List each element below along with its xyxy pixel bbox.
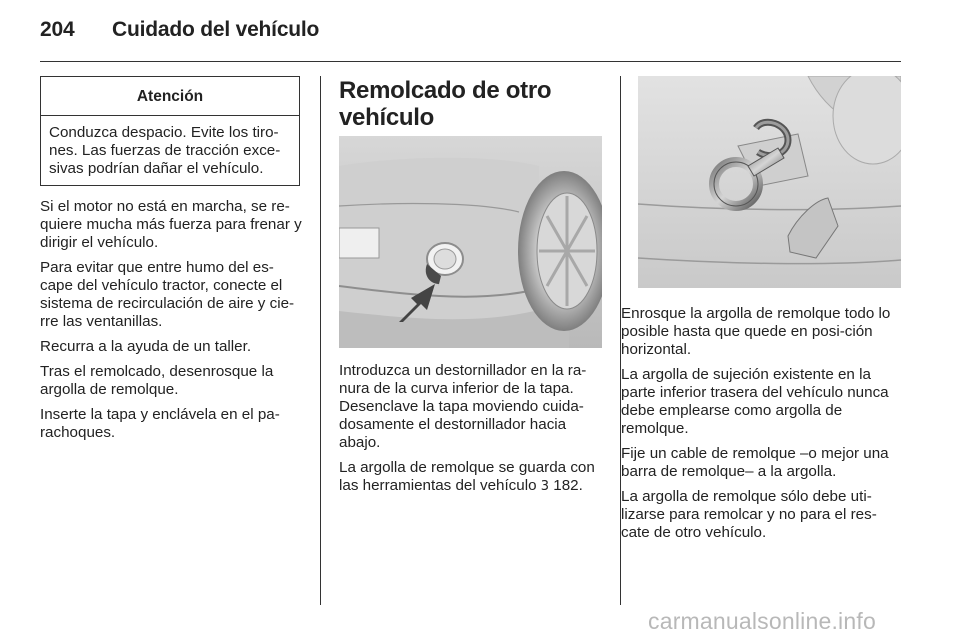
paragraph: Para evitar que entre humo del es-cape del vehículo tractor, conecte el sistema de recirculación de aire y cie-rre las ventanillas. [40,259,295,330]
page-number: 204 [40,18,75,41]
paragraph: Tras el remolcado, desenrosque la argolla de remolque. [40,363,274,398]
left-column [40,198,302,449]
page-header [40,18,319,42]
tow-eye-illustration [638,76,901,288]
arrow-reference-icon[interactable]: 3 [540,479,550,494]
paragraph: Si el motor no está en marcha, se re-quiere mucha más fuerza para frenar y dirigir el vehículo. [40,198,302,251]
paragraph-text: La argolla de remolque se guarda con las herramientas del vehículo [339,459,595,494]
paragraph: Fije un cable de remolque –o mejor una barra de remolque– a la argolla. [621,445,889,480]
warning-body: Conduzca despacio. Evite los tiro-nes. Las fuerzas de tracción exce-sivas podrían dañar el vehículo. [49,124,281,177]
bumper-illustration [339,136,602,348]
warning-title: Atención [41,77,299,116]
paragraph: La argolla de remolque sólo debe uti-lizarse para remolcar y no para el res-cate de otro vehículo. [621,488,877,541]
reference-page[interactable]: 182. [549,477,583,494]
paragraph: Inserte la tapa y enclávela en el pa-rachoques. [40,406,280,441]
header-divider [40,61,901,62]
middle-column-text [339,362,605,503]
paragraph: Enrosque la argolla de remolque todo lo posible hasta que quede en posi-ción horizontal. [621,305,891,358]
paragraph: Introduzca un destornillador en la ra-nura de la curva inferior de la tapa. Desenclave la tapa moviendo cuida-dosamente el destornillador hacia abajo. [339,362,587,451]
column-divider-left [320,76,321,605]
figure-bumper-cover [339,136,602,348]
warning-box [40,76,300,186]
section-title: Remolcado de otro vehículo [339,77,552,131]
paragraph-reference [339,459,605,496]
paragraph: Recurra a la ayuda de un taller. [40,338,252,355]
paragraph: La argolla de sujeción existente en la parte inferior trasera del vehículo nunca debe emplearse como argolla de remolque. [621,366,889,437]
right-column-text [621,305,903,549]
figure-tow-eye [638,76,901,288]
watermark: carmanualsonline.info [648,608,876,634]
page-title: Cuidado del vehículo [112,18,320,41]
